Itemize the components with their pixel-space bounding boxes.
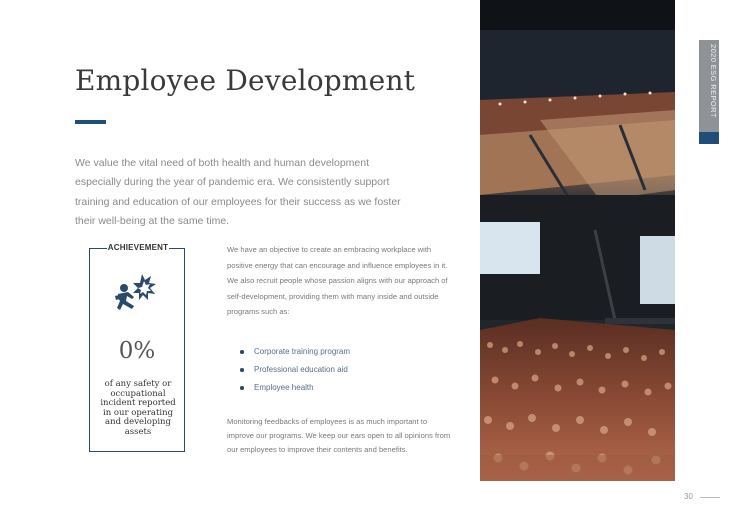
report-side-tab-label: 2020 ESG REPORT: [709, 44, 718, 118]
intro-paragraph: We value the vital need of both health and human development especially during the year of pandemic era. We consistently support training and education of our employees for their success as we foster their well-being at the same time.: [75, 157, 401, 227]
achievement-description: of any safety or occupational incident reported in our operating and developing assets: [100, 379, 176, 437]
page-number: 30: [684, 492, 693, 501]
program-label: Employee health: [254, 383, 314, 392]
list-item: [240, 344, 350, 362]
program-label: Corporate training program: [254, 347, 351, 356]
achievement-value: 0%: [118, 338, 156, 364]
program-label: Professional education aid: [254, 365, 348, 374]
page-number-rule: [700, 497, 720, 498]
bullet-icon: [240, 350, 244, 354]
title-underline: [75, 120, 106, 124]
body-paragraph-2: Monitoring feedbacks of employees is as much important to improve our programs. We keep our ears open to all opinions from our employees to improve their contents and benefits.: [227, 417, 451, 454]
bullet-icon: [240, 386, 244, 390]
body-paragraph-1: We have an objective to create an embracing workplace with positive energy that can encourage and influence employees in it. We also recruit people whose passion aligns with our approach of self-development, providing them with many inside and outside programs such as:: [227, 245, 448, 316]
auditorium-photo: [480, 0, 675, 481]
list-item: [240, 380, 350, 398]
program-list: [240, 344, 350, 398]
list-item: [240, 362, 350, 380]
workplace-accident-icon: [112, 270, 160, 318]
page-title: Employee Development: [75, 64, 416, 97]
side-tab-accent: [699, 132, 719, 144]
achievement-label: ACHIEVEMENT: [107, 243, 169, 252]
bullet-icon: [240, 368, 244, 372]
